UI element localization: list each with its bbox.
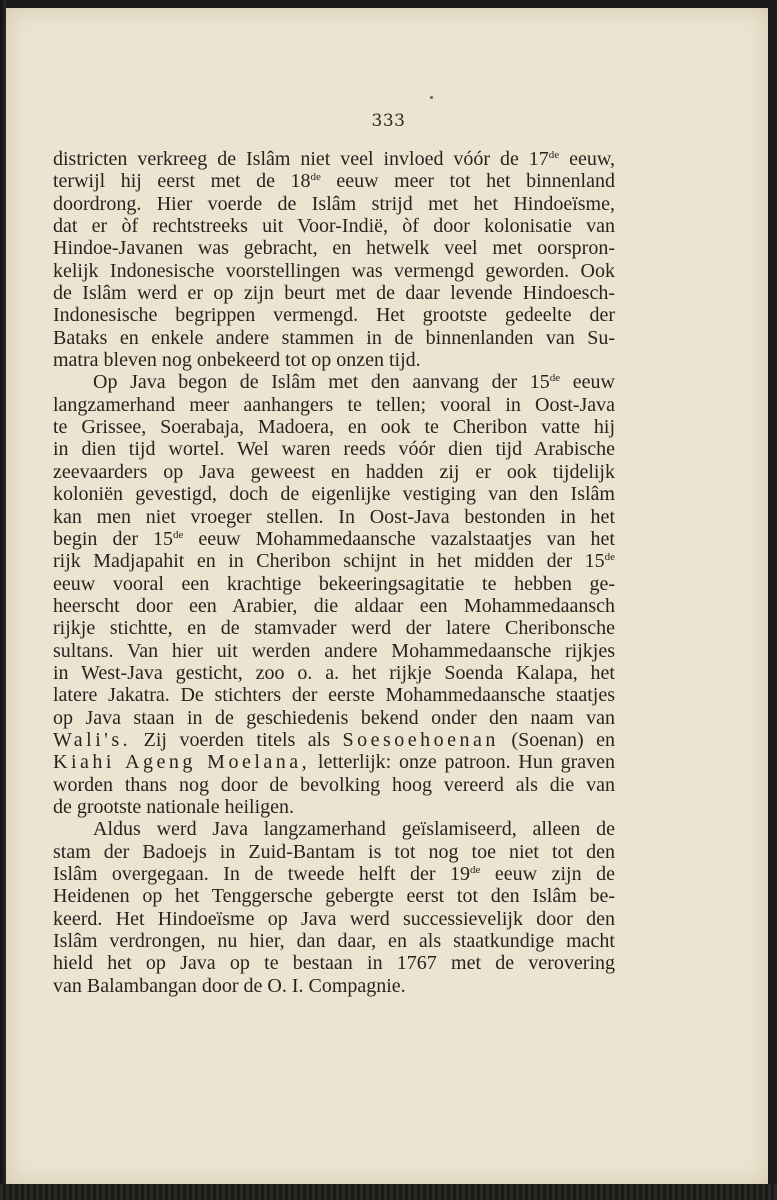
text-line: op Java staan in de geschiedenis bekend onder den naam van bbox=[53, 706, 615, 729]
text-line: terwijl hij eerst met de 18de eeuw meer tot het binnenland bbox=[53, 170, 615, 193]
text-line: districten verkreeg de Islâm niet veel invloed vóór de 17de eeuw, bbox=[53, 148, 616, 170]
text-line: latere Jakatra. De stichters der eerste Mohammedaansche staatjes bbox=[53, 684, 615, 707]
text-line: dat er òf rechtstreeks uit Voor-Indië, òf door kolonisatie van bbox=[53, 215, 615, 238]
text-line: in dien tijd wortel. Wel waren reeds vóór dien tijd Arabische bbox=[53, 438, 615, 461]
text-line: Kiahi Ageng Moelana, letterlijk: onze patroon. Hun graven bbox=[53, 751, 615, 774]
text-line: van Balambangan door de O. I. Compagnie. bbox=[53, 974, 406, 997]
text-line: matra bleven nog onbekeerd tot op onzen tijd. bbox=[53, 349, 421, 372]
scan-bottom-border bbox=[0, 1184, 777, 1200]
text-line: keerd. Het Hindoeïsme op Java werd successievelijk door den bbox=[53, 907, 615, 930]
text-line: Islâm overgegaan. In de tweede helft der 19de eeuw zijn de bbox=[53, 863, 615, 885]
text-line: eeuw vooral een krachtige bekeeringsagitatie te hebben ge- bbox=[53, 572, 615, 595]
page-number: 333 bbox=[371, 111, 406, 131]
text-line: worden thans nog door de bevolking hoog vereerd als die van bbox=[53, 773, 615, 796]
paper-speck bbox=[430, 96, 433, 99]
text-line: zeevaarders op Java geweest en hadden zij er ook tijdelijk bbox=[53, 460, 615, 483]
paragraph-start-line: Aldus werd Java langzamerhand geïslamiseerd, alleen de bbox=[93, 818, 615, 841]
text-line: rijkje stichtte, en de stamvader werd der latere Cheribonsche bbox=[53, 617, 615, 640]
text-line: in West-Java gesticht, zoo o. a. het rijkje Soenda Kalapa, het bbox=[53, 661, 615, 684]
text-line: heerscht door een Arabier, die aldaar een Mohammedaansch bbox=[53, 594, 615, 617]
text-line: hield het op Java op te bestaan in 1767 met de verovering bbox=[53, 952, 615, 975]
text-line: Bataks en enkele andere stammen in de binnenlanden van Su- bbox=[53, 326, 615, 349]
text-line: stam der Badoejs in Zuid-Bantam is tot nog toe niet tot den bbox=[53, 840, 615, 863]
text-line: te Grissee, Soerabaja, Madoera, en ook te Cheribon vatte hij bbox=[53, 416, 615, 439]
text-line: begin der 15de eeuw Mohammedaansche vazalstaatjes van het bbox=[53, 527, 615, 550]
text-line: sultans. Van hier uit werden andere Mohammedaansche rijkjes bbox=[53, 639, 615, 662]
text-line: Islâm verdrongen, nu hier, dan daar, en als staatkundige macht bbox=[53, 930, 615, 953]
text-line: Indonesische begrippen vermengd. Het grootste gedeelte der bbox=[53, 304, 615, 327]
text-line: de grootste nationale heiligen. bbox=[53, 795, 295, 818]
text-line: koloniën gevestigd, doch de eigenlijke vestiging van den Islâm bbox=[53, 483, 615, 506]
paragraph-start-line: Op Java begon de Islâm met den aanvang der 15de eeuw bbox=[93, 371, 616, 394]
text-line: langzamerhand meer aanhangers te tellen; vooral in Oost-Java bbox=[53, 393, 615, 416]
text-line: Wali's. Zij voerden titels als Soesoehoenan (Soenan) en bbox=[53, 728, 615, 751]
text-line: Heidenen op het Tenggersche gebergte eerst tot den Islâm be- bbox=[53, 885, 615, 908]
text-line: doordrong. Hier voerde de Islâm strijd met het Hindoeïsme, bbox=[53, 192, 615, 215]
text-line: rijk Madjapahit en in Cheribon schijnt in het midden der 15de bbox=[53, 550, 615, 573]
text-line: kan men niet vroeger stellen. In Oost-Java bestonden in het bbox=[53, 505, 615, 528]
body-text bbox=[53, 148, 615, 997]
text-line: kelijk Indonesische voorstellingen was vermengd geworden. Ook bbox=[53, 259, 615, 282]
text-line: Hindoe-Javanen was gebracht, en hetwelk veel met oorspron- bbox=[53, 237, 615, 260]
text-line: de Islâm werd er op zijn beurt met de daar levende Hindoesch- bbox=[53, 282, 615, 305]
